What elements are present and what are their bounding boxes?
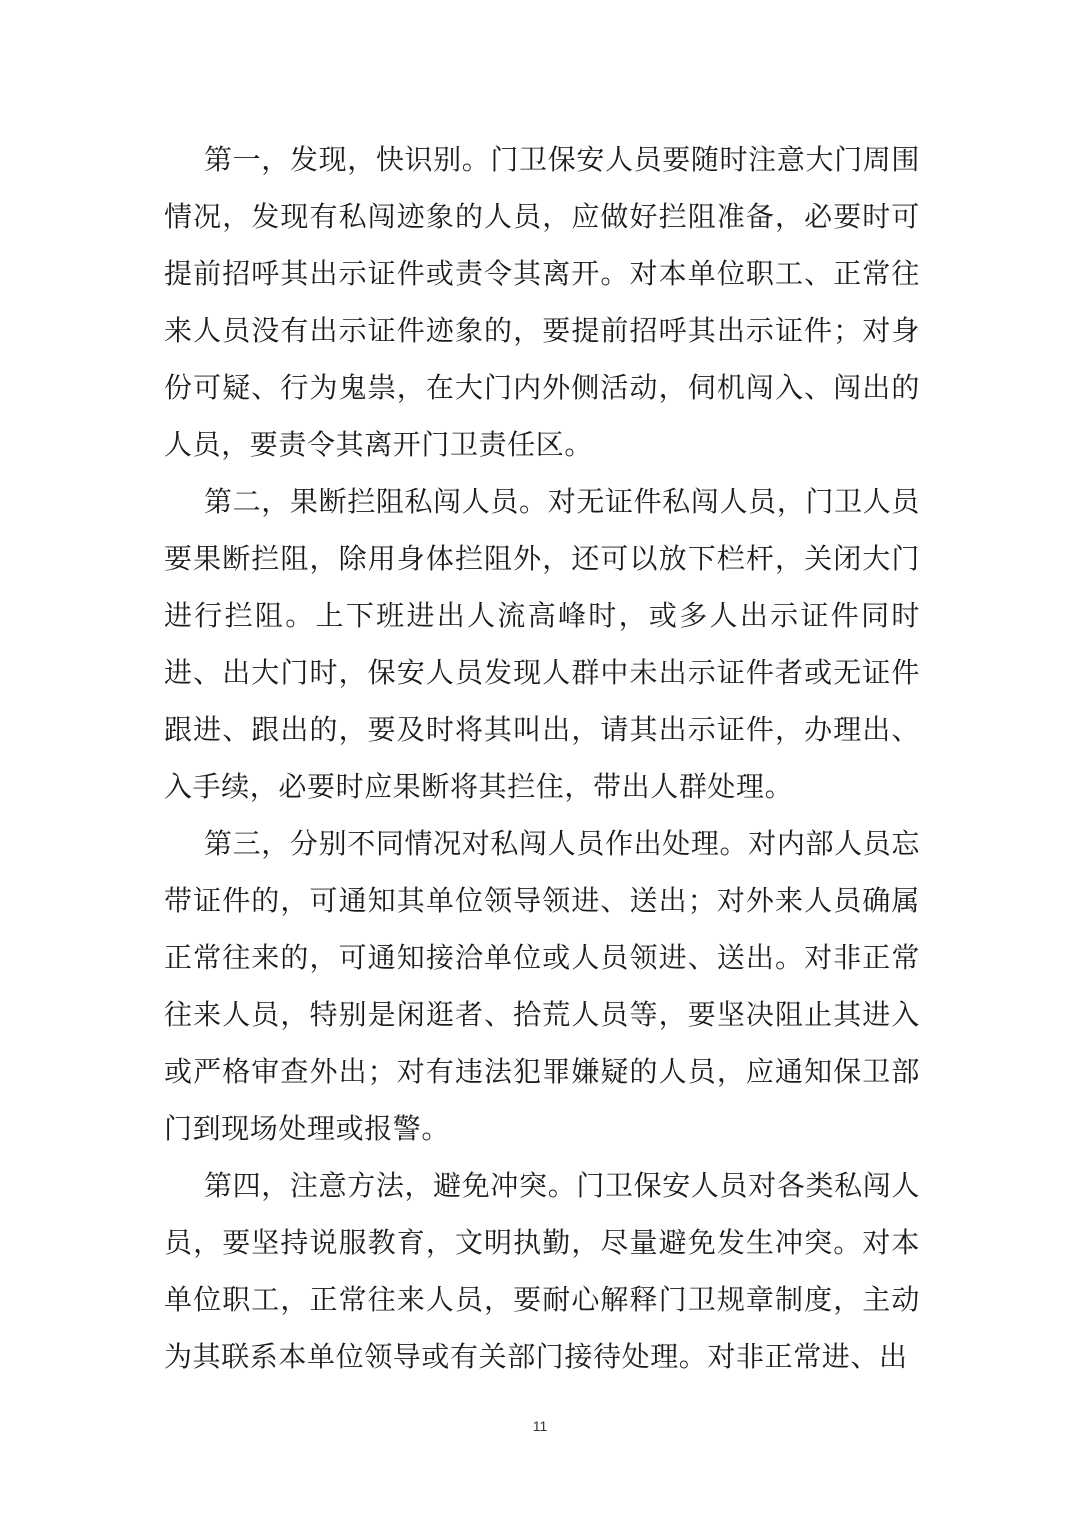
document-body (164, 131, 920, 1385)
paragraph-2: 第二，果断拦阻私闯人员。对无证件私闯人员，门卫人员要果断拦阻，除用身体拦阻外，还可以放下栏杆，关闭大门进行拦阻。上下班进出人流高峰时，或多人出示证件同时进、出大门时，保安人员发现人群中未出示证件者或无证件跟进、跟出的，要及时将其叫出，请其出示证件，办理出、入手续，必要时应果断将其拦住，带出人群处理。 (164, 485, 920, 803)
paragraph-4: 第四，注意方法，避免冲突。门卫保安人员对各类私闯人员，要坚持说服教育，文明执勤，尽量避免发生冲突。对本单位职工，正常往来人员，要耐心解释门卫规章制度，主动为其联系本单位领导或有关部门接待处理。对非正常进、出 (164, 1169, 920, 1373)
paragraph-1: 第一，发现，快识别。门卫保安人员要随时注意大门周围情况，发现有私闯迹象的人员，应做好拦阻准备，必要时可提前招呼其出示证件或责令其离开。对本单位职工、正常往来人员没有出示证件迹象的，要提前招呼其出示证件；对身份可疑、行为鬼祟，在大门内外侧活动，伺机闯入、闯出的人员，要责令其离开门卫责任区。 (164, 143, 920, 461)
paragraph-3: 第三，分别不同情况对私闯人员作出处理。对内部人员忘带证件的，可通知其单位领导领进、送出；对外来人员确属正常往来的，可通知接洽单位或人员领进、送出。对非正常往来人员，特别是闲逛者、拾荒人员等，要坚决阻止其进入或严格审查外出；对有违法犯罪嫌疑的人员，应通知保卫部门到现场处理或报警。 (164, 827, 920, 1145)
page-number: 11 (532, 1418, 548, 1434)
